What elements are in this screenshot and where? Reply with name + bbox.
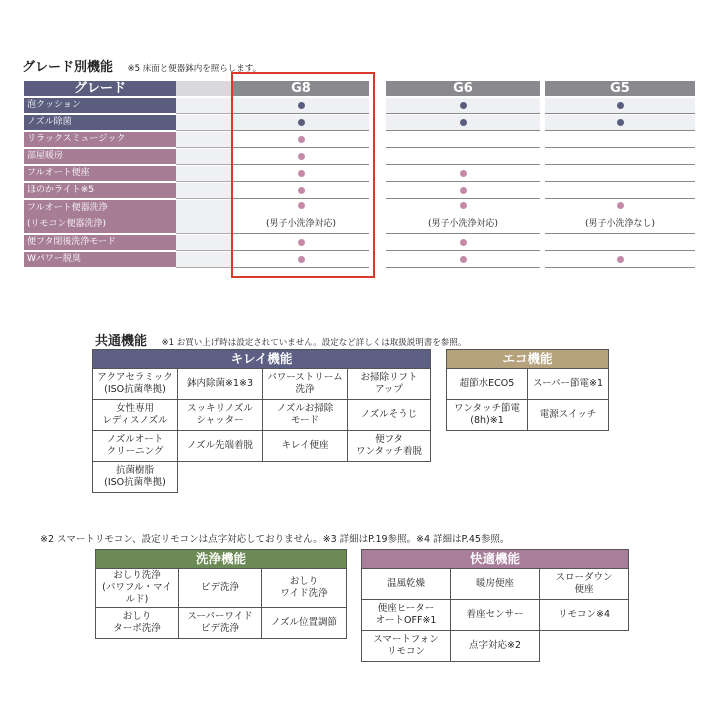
- comfort-row: [362, 569, 629, 600]
- kirei-row: [93, 369, 431, 400]
- kirei-cell: お掃除リフト アップ: [348, 369, 431, 400]
- grade-cell-g5: [545, 166, 695, 182]
- common-note: ※1 お買い上げ時は設定されていません。設定など詳しくは取扱説明書を参照。: [161, 338, 467, 348]
- wash-header: 洗浄機能: [96, 550, 347, 569]
- grade-row-label: Wパワー脱臭: [24, 252, 176, 267]
- grade-row-label: 部屋暖房: [24, 149, 176, 164]
- kirei-header: キレイ機能: [93, 350, 431, 369]
- grade-row-label: フルオート便座: [24, 166, 176, 181]
- grade-cell-g5: [545, 200, 695, 234]
- eco-row: [447, 400, 609, 431]
- kirei-cell: アクアセラミック (ISO抗菌準拠): [93, 369, 178, 400]
- grade-col-header-g8: G8: [233, 81, 369, 96]
- comfort-cell: 便座ヒーター オートOFF※1: [362, 600, 451, 631]
- kirei-row: [93, 462, 431, 493]
- grade-cell-g5: [545, 115, 695, 131]
- feature-dot: [460, 256, 467, 263]
- grade-header-label: グレード: [24, 81, 176, 96]
- grade-row-label: ほのかライト※5: [24, 183, 176, 198]
- kirei-row: [93, 400, 431, 431]
- kirei-cell: 抗菌樹脂 (ISO抗菌準拠): [93, 462, 178, 493]
- comfort-cell: 暖房便座: [451, 569, 540, 600]
- kirei-cell: ノズルお掃除 モード: [263, 400, 348, 431]
- kirei-box: [92, 349, 431, 493]
- eco-row: [447, 369, 609, 400]
- grade-row-gap: [176, 149, 233, 165]
- wash-cell: おしり ターボ洗浄: [96, 608, 179, 639]
- grade-cell-g5: [545, 183, 695, 199]
- wash-row: [96, 608, 347, 639]
- kirei-cell: キレイ便座: [263, 431, 348, 462]
- eco-cell: スーパー節電※1: [528, 369, 609, 400]
- kirei-cell: 女性専用 レディスノズル: [93, 400, 178, 431]
- grade-row-label: フルオート便器洗浄 (リモコン便器洗浄): [24, 200, 176, 233]
- grade-note: ※5 床面と便器鉢内を照らします。: [127, 64, 262, 74]
- eco-box: [446, 349, 609, 431]
- wash-cell: おしり ワイド洗浄: [262, 569, 347, 608]
- grade-cell-g6: [386, 115, 540, 131]
- comfort-cell: スローダウン 便座: [540, 569, 629, 600]
- grade-row-gap: [176, 98, 233, 114]
- feature-dot: [460, 239, 467, 246]
- g8-highlight-frame: [231, 72, 375, 278]
- kirei-cell: ノズル先端着脱: [178, 431, 263, 462]
- grade-col-header-g5: G5: [545, 81, 695, 96]
- grade-cell-g6: [386, 132, 540, 148]
- kirei-cell: スッキリノズル シャッター: [178, 400, 263, 431]
- comfort-box: [361, 549, 629, 662]
- grade-col-header-g6: G6: [386, 81, 540, 96]
- wash-row: [96, 569, 347, 608]
- grade-row-gap: [176, 115, 233, 131]
- wash-cell: スーパーワイド ビデ洗浄: [179, 608, 262, 639]
- grade-cell-note: (男子小洗浄対応): [265, 219, 337, 229]
- grade-cell-g6: [386, 149, 540, 165]
- comfort-row: [362, 631, 629, 662]
- grade-title: グレード別機能 ※5 床面と便器鉢内を照らします。: [22, 60, 262, 75]
- kirei-cell: 便フタ ワンタッチ着脱: [348, 431, 431, 462]
- grade-cell-note: (男子小洗浄対応): [427, 219, 499, 229]
- comfort-header: 快適機能: [362, 550, 629, 569]
- grade-cell-g5: [545, 132, 695, 148]
- wash-cell: ノズル位置調節: [262, 608, 347, 639]
- grade-cell-g6: [386, 200, 540, 234]
- feature-dot: [460, 187, 467, 194]
- grade-row-gap: [176, 252, 233, 268]
- grade-cell-g6: [386, 252, 540, 268]
- grade-header-gap: [176, 81, 233, 96]
- kirei-cell: ノズルオート クリーニング: [93, 431, 178, 462]
- grade-cell-g5: [545, 235, 695, 251]
- comfort-cell: リモコン※4: [540, 600, 629, 631]
- comfort-cell: 点字対応※2: [451, 631, 540, 662]
- feature-dot: [460, 202, 467, 209]
- grade-row-gap: [176, 200, 233, 234]
- feature-dot: [460, 102, 467, 109]
- grade-row-label: ノズル除菌: [24, 115, 176, 130]
- wash-box: [95, 549, 347, 639]
- grade-cell-g6: [386, 183, 540, 199]
- eco-cell: 超節水ECO5: [447, 369, 528, 400]
- grade-cell-g6: [386, 235, 540, 251]
- comfort-cell: スマートフォン リモコン: [362, 631, 451, 662]
- grade-cell-g5: [545, 149, 695, 165]
- grade-cell-g6: [386, 98, 540, 114]
- common-title: 共通機能 ※1 お買い上げ時は設定されていません。設定など詳しくは取扱説明書を参照。: [95, 334, 467, 349]
- grade-row-label: 泡クッション: [24, 98, 176, 113]
- eco-cell: 電源スイッチ: [528, 400, 609, 431]
- grade-cell-g5: [545, 98, 695, 114]
- feature-dot: [617, 119, 624, 126]
- grade-row-label: 便フタ閉後洗浄モード: [24, 235, 176, 250]
- feature-dot: [617, 256, 624, 263]
- grade-cell-g6: [386, 166, 540, 182]
- feature-dot: [460, 119, 467, 126]
- grade-cell-g5: [545, 252, 695, 268]
- grade-row-gap: [176, 132, 233, 148]
- comfort-cell: 温風乾燥: [362, 569, 451, 600]
- kirei-row: [93, 431, 431, 462]
- kirei-cell: 鉢内除菌※1※3: [178, 369, 263, 400]
- comfort-row: [362, 600, 629, 631]
- grade-row-gap: [176, 235, 233, 251]
- grade-row-label: リラックスミュージック: [24, 132, 176, 147]
- eco-header: エコ機能: [447, 350, 609, 369]
- comfort-cell: 着座センサー: [451, 600, 540, 631]
- eco-cell: ワンタッチ節電 (8h)※1: [447, 400, 528, 431]
- feature-dot: [617, 202, 624, 209]
- kirei-cell: ノズルそうじ: [348, 400, 431, 431]
- feature-dot: [460, 170, 467, 177]
- wash-cell: おしり洗浄 (パワフル・マイルド): [96, 569, 179, 608]
- kirei-cell: パワーストリーム 洗浄: [263, 369, 348, 400]
- grade-cell-note: (男子小洗浄なし): [584, 219, 656, 229]
- grade-row-gap: [176, 183, 233, 199]
- lower-note: ※2 スマートリモコン、設定リモコンは点字対応しておりません。※3 詳細はP.19参照。※4 詳細はP.45参照。: [40, 534, 510, 545]
- wash-cell: ビデ洗浄: [179, 569, 262, 608]
- feature-dot: [617, 102, 624, 109]
- grade-row-gap: [176, 166, 233, 182]
